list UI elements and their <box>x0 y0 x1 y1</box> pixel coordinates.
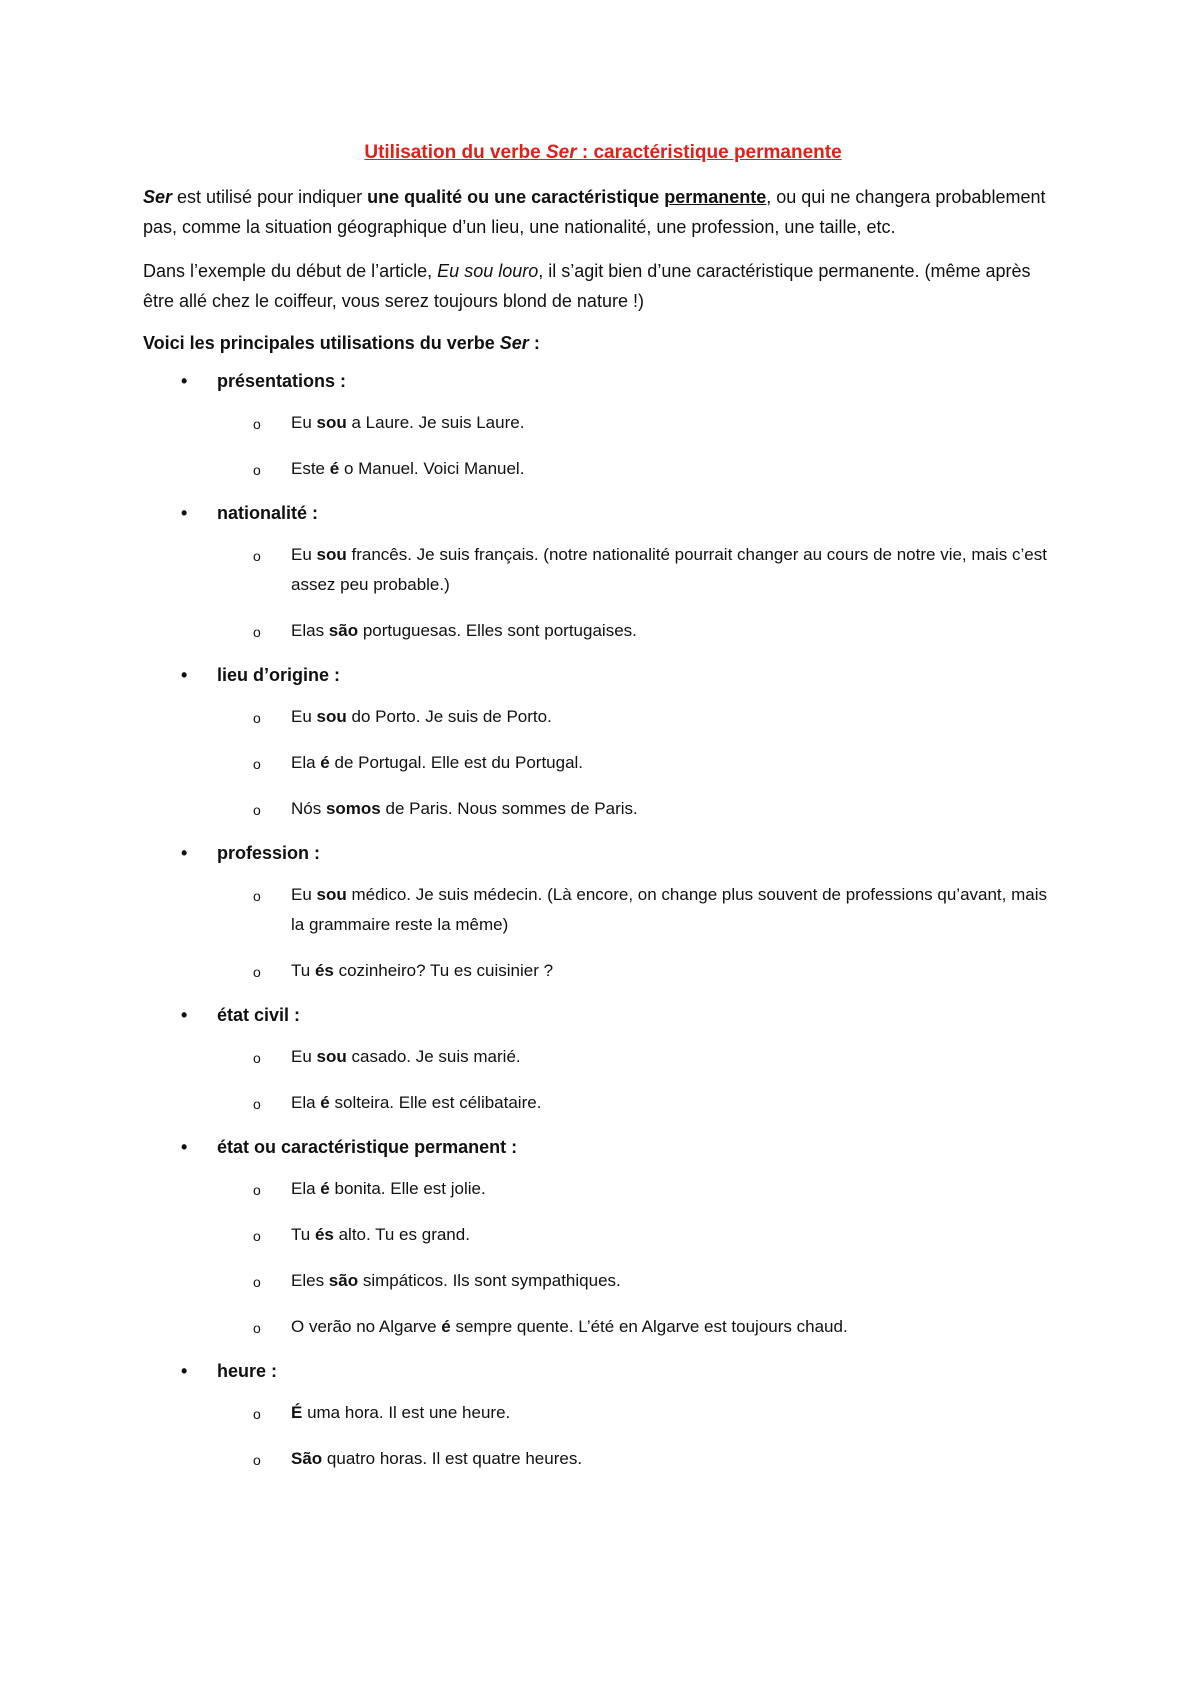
circle-bullet-icon: o <box>253 964 261 980</box>
circle-bullet-icon: o <box>253 888 261 904</box>
example-pre: Este <box>291 459 330 478</box>
category-label-text: état ou caractéristique permanent : <box>217 1137 518 1157</box>
usage-category <box>143 1002 1063 1118</box>
example-post: cozinheiro? Tu es cuisinier ? <box>333 961 554 980</box>
example-pre: Eu <box>291 707 317 726</box>
example-verb: São <box>291 1449 323 1468</box>
circle-bullet-icon: o <box>253 1406 261 1422</box>
example-item <box>143 702 1063 732</box>
example-pre: Nós <box>291 799 326 818</box>
example-item <box>143 956 1063 986</box>
example-item <box>143 1088 1063 1118</box>
intro-bold-underline: permanente <box>664 187 767 207</box>
example-item <box>143 1174 1063 1204</box>
circle-bullet-icon: o <box>253 624 261 640</box>
example-item <box>143 748 1063 778</box>
title-verb: Ser <box>545 142 577 163</box>
example-paragraph <box>143 256 1063 316</box>
example-post: uma hora. Il est une heure. <box>302 1403 511 1422</box>
category-label-text: heure : <box>217 1361 278 1381</box>
example-pre: O verão no Algarve <box>291 1317 442 1336</box>
example-verb: és <box>314 961 334 980</box>
bullet-icon: • <box>181 371 188 391</box>
circle-bullet-icon: o <box>253 1050 261 1066</box>
example-item <box>143 1398 1063 1428</box>
example-list <box>143 702 1063 824</box>
circle-bullet-icon: o <box>253 462 261 478</box>
example-post: alto. Tu es grand. <box>333 1225 470 1244</box>
example-item <box>143 1220 1063 1250</box>
category-label <box>143 1358 1063 1384</box>
example-item <box>143 1042 1063 1072</box>
example-item <box>143 1266 1063 1296</box>
example-post: portuguesas. Elles sont portugaises. <box>358 621 637 640</box>
bullet-icon: • <box>181 1361 188 1381</box>
example-pre: Eu <box>291 545 317 564</box>
bullet-icon: • <box>181 503 188 523</box>
example-verb: são <box>328 1271 359 1290</box>
example-item <box>143 794 1063 824</box>
document-page <box>143 140 1063 1490</box>
example-post: casado. Je suis marié. <box>346 1047 521 1066</box>
bullet-icon: • <box>181 843 188 863</box>
usage-category <box>143 1134 1063 1342</box>
intro-text: , ou qui ne changera probablement pas, comme la situation géographique d’un lieu, une nationalité, une profession, une taille, etc. <box>143 187 1046 237</box>
example-post: de Portugal. Elle est du Portugal. <box>329 753 584 772</box>
usage-category <box>143 840 1063 986</box>
example-list <box>143 540 1063 646</box>
document-title <box>143 140 1063 166</box>
heading-italic: Ser <box>499 333 529 353</box>
category-label-text: présentations : <box>217 371 347 391</box>
circle-bullet-icon: o <box>253 1182 261 1198</box>
category-label-text: nationalité : <box>217 503 319 523</box>
usage-category <box>143 500 1063 646</box>
example-verb: és <box>314 1225 334 1244</box>
intro-bold: une qualité ou une caractéristique <box>367 187 665 207</box>
example-italic: Eu sou louro <box>437 261 539 281</box>
circle-bullet-icon: o <box>253 1452 261 1468</box>
example-verb: somos <box>325 799 381 818</box>
category-label-text: lieu d’origine : <box>217 665 341 685</box>
example-pre: Ela <box>291 753 321 772</box>
category-label <box>143 1134 1063 1160</box>
example-post: médico. Je suis médecin. (Là encore, on change plus souvent de professions qu’avant, mais la grammaire reste la même) <box>291 885 1047 934</box>
circle-bullet-icon: o <box>253 1228 261 1244</box>
example-pre: Eu <box>291 1047 317 1066</box>
category-label <box>143 662 1063 688</box>
example-verb: É <box>291 1403 303 1422</box>
example-item <box>143 880 1063 940</box>
heading-text: : <box>528 333 540 353</box>
example-post: simpáticos. Ils sont sympathiques. <box>358 1271 621 1290</box>
example-verb: é <box>320 753 330 772</box>
intro-text: est utilisé pour indiquer <box>172 187 368 207</box>
category-label <box>143 1002 1063 1028</box>
example-pre: Elas <box>291 621 329 640</box>
circle-bullet-icon: o <box>253 1096 261 1112</box>
example-verb: é <box>320 1093 330 1112</box>
bullet-icon: • <box>181 1005 188 1025</box>
example-post: francês. Je suis français. (notre nationalité pourrait changer au cours de notre vie, mais c’est assez peu probable.) <box>291 545 1047 594</box>
example-pre: Eu <box>291 413 317 432</box>
example-post: o Manuel. Voici Manuel. <box>339 459 525 478</box>
title-part: Utilisation du verbe <box>364 142 546 163</box>
example-list <box>143 880 1063 986</box>
example-item <box>143 1312 1063 1342</box>
example-item <box>143 616 1063 646</box>
intro-paragraph <box>143 182 1063 242</box>
example-verb: é <box>441 1317 451 1336</box>
heading-text: Voici les principales utilisations du verbe <box>143 333 500 353</box>
example-verb: sou <box>316 545 347 564</box>
example-post: quatro horas. Il est quatre heures. <box>322 1449 583 1468</box>
example-item <box>143 1444 1063 1474</box>
usage-category <box>143 1358 1063 1474</box>
example-verb: sou <box>316 413 347 432</box>
example-item <box>143 454 1063 484</box>
example-pre: Ela <box>291 1179 321 1198</box>
circle-bullet-icon: o <box>253 1274 261 1290</box>
example-item <box>143 408 1063 438</box>
example-pre: Eles <box>291 1271 329 1290</box>
example-verb: sou <box>316 885 347 904</box>
example-post: do Porto. Je suis de Porto. <box>346 707 552 726</box>
category-label-text: état civil : <box>217 1005 301 1025</box>
bullet-icon: • <box>181 665 188 685</box>
example-pre: Eu <box>291 885 317 904</box>
bullet-icon: • <box>181 1137 188 1157</box>
example-post: sempre quente. L’été en Algarve est toujours chaud. <box>450 1317 848 1336</box>
example-post: a Laure. Je suis Laure. <box>346 413 525 432</box>
example-pre: Tu <box>291 961 315 980</box>
example-verb: sou <box>316 707 347 726</box>
circle-bullet-icon: o <box>253 802 261 818</box>
example-list <box>143 1174 1063 1342</box>
example-verb: sou <box>316 1047 347 1066</box>
circle-bullet-icon: o <box>253 1320 261 1336</box>
category-label <box>143 500 1063 526</box>
example-verb: são <box>328 621 359 640</box>
example-list <box>143 408 1063 484</box>
circle-bullet-icon: o <box>253 416 261 432</box>
example-post: bonita. Elle est jolie. <box>329 1179 486 1198</box>
usage-category <box>143 662 1063 824</box>
circle-bullet-icon: o <box>253 756 261 772</box>
example-item <box>143 540 1063 600</box>
example-text: , il s’agit bien d’une caractéristique permanente. (même après être allé chez le coiffeur, vous serez toujours blond de nature !) <box>143 261 1031 311</box>
example-text: Dans l’exemple du début de l’article, <box>143 261 438 281</box>
example-verb: é <box>329 459 340 478</box>
example-post: solteira. Elle est célibataire. <box>329 1093 542 1112</box>
circle-bullet-icon: o <box>253 710 261 726</box>
example-pre: Ela <box>291 1093 321 1112</box>
category-label <box>143 840 1063 866</box>
example-list <box>143 1398 1063 1474</box>
category-label-text: profession : <box>217 843 321 863</box>
circle-bullet-icon: o <box>253 548 261 564</box>
section-heading <box>143 330 1063 356</box>
example-post: de Paris. Nous sommes de Paris. <box>380 799 638 818</box>
title-part: : caractéristique permanente <box>576 142 842 163</box>
example-pre: Tu <box>291 1225 315 1244</box>
example-list <box>143 1042 1063 1118</box>
example-verb: é <box>320 1179 330 1198</box>
intro-ser: Ser <box>143 187 173 207</box>
usage-list <box>143 368 1063 1474</box>
category-label <box>143 368 1063 394</box>
usage-category <box>143 368 1063 484</box>
